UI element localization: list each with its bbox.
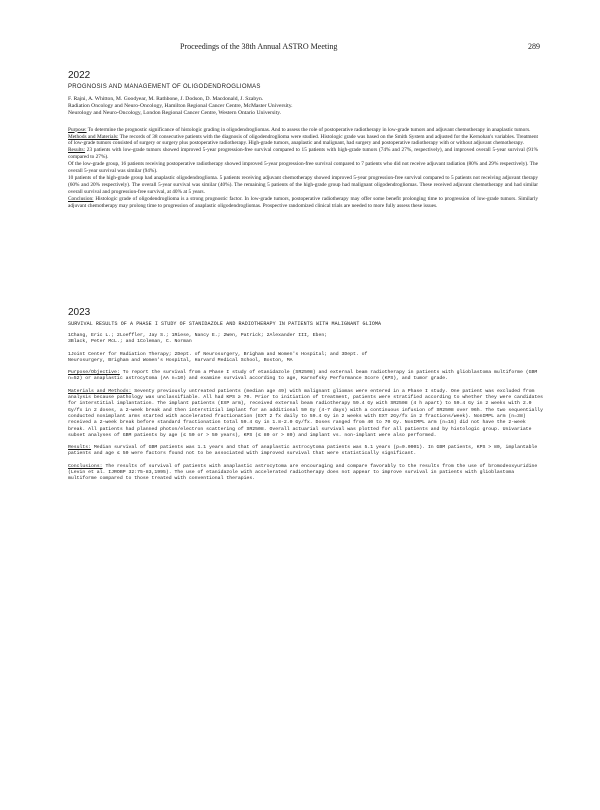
section-text: The results of survival of patients with anaplastic astrocytoma are encouraging and compare favorably to the results from the use of bromodeoxyuridine (Levin et al. IJROBP 32:75-83,1995). The use of etanidazole with accelerated radiotherapy does not appear to improve survival in patients with glioblastoma multiforme compared to those treated with conventional therapies. — [68, 463, 541, 482]
section-heading: Methods and Materials: — [68, 133, 119, 140]
section-text: Median survival of GBM patients was 1.1 years and that of anaplastic astrocytoma patients was 5.1 years (p=0.0001). In GBM patients, KPS > 80, implantable patients and age ≤ 50 were factors found not to be associated with improved survival that were statistically significant. — [68, 445, 541, 457]
authors: 3Black, Peter McL.; and 1Coleman, C. Norman — [68, 339, 192, 345]
results-section — [68, 445, 543, 458]
abstract-2022 — [68, 70, 538, 209]
abstract-title: SURVIVAL RESULTS OF A PHASE I STUDY OF STANIDAZOLE AND RADIOTHERAPY IN PATIENTS WITH MALIGNANT GLIOMA — [68, 321, 382, 327]
section-text: 23 patients with low-grade tumors showed improved 5-year progression-free survival compared to 15 patients with high-grade tumors (74% and 27%, respectively), and improved overall 5-year survival (91% compared to 27%). — [68, 147, 538, 161]
authors: 1Chang, Eric L.; 2Loeffler, Jay S.; 1Riese, Nancy E.; 2Wen, Patrick; 2Alexander III, Eben; — [68, 333, 328, 338]
methods-section — [68, 388, 546, 439]
conclusion-section — [68, 196, 538, 210]
section-text: Histologic grade of oligodendroglioma is a strong prognostic factor. In low-grade tumors, postoperative radiotherapy may offer some benefit prolonging time to progression of low-grade tumors. Similarly adjuvant chemotherapy may prolong time to progression of anaplastic oligodendrogliomas. Prospective randomized clinical trials are needed to more fully assess these issues. — [68, 195, 538, 209]
results-section — [68, 147, 538, 161]
section-heading: Conclusions: — [68, 463, 103, 469]
purpose-section — [68, 370, 543, 383]
abstract-number: 2022 — [68, 70, 91, 81]
section-text: To report the survival from a Phase I study of etanidazole (SR2508) and external beam radiotherapy in patients with glioblastoma multiforme (GBM n=52) or anaplastic astrocytoma (AA n=10) and examine survival according to age, Karnofsky Performance Score (KPS), and tumor grade. — [68, 370, 541, 382]
results-paragraph: Of the low-grade group, 16 patients receiving postoperative radiotherapy showed improved 5-year progression-free survival compared to 7 patients who did not receive adjuvant radiation (80% and 29% respectively). The overall 5-year survival was similar (94%). — [68, 161, 538, 175]
section-heading: Results: — [68, 445, 92, 451]
section-heading: Purpose/Objective: — [68, 370, 120, 376]
journal-title: Proceedings of the 38th Annual ASTRO Meeting — [180, 42, 338, 51]
purpose-section — [68, 127, 538, 134]
abstract-number: 2023 — [68, 307, 91, 318]
section-text: Seventy previously untreated patients (median age 49) with malignant gliomas were entered in a Phase I study. One patient was excluded from analysis because pathology was unclassifiable. All had KPS ≥ 70. Prior to initiation of treatment, patients were stratified according to whether they were candidates for interstitial implantation. The implant patients (EXP arm), received external beam radiotherapy 59.4 Gy with SR2508 (4 h apart) to 59.4 Gy in 2 weeks with 2.0 Gy/fx in 2 doses, a 2-week break and then interstitial implant for an additional 50 Gy (4-7 days) with a continuous infusion of SR2508 over 96h. The two sequentially conducted nonimplant arms started with accelerated fractionation (EXT 2 fx daily to 59.4 Gy in 2 weeks with EXT 2Gy/fx in 2 fractions/week). NonIMPL arm (n=38) received a 2-week break before standard fractionation total 59.4 Gy in 1.8-2.0 Gy/fx. Doses ranged from 40 to 70 Gy. NonIMPL arm (n=16) did not have the 2-week break. All patients had planned photon/electron scattering of SR2508. Overall actuarial survival was plotted for all patients and by histologic group. Univariate subset analyses of GBM patients by age (≤ 50 or > 50 years), KPS (≤ 80 or > 80) and implant vs. non-implant were also performed. — [68, 388, 546, 438]
affiliation: Neurosurgery, Brigham and Women's Hospital, Harvard Medical School, Boston, MA — [68, 357, 293, 363]
results-paragraph: 10 patients of the high-grade group had anaplastic oligodendroglioma. 5 patients receiving adjuvant chemotherapy showed improved 5-year progression-free survival compared to 5 patients not receiving adjuvant therapy (60% and 20% respectively). The overall 5-year survival was similar (40%). The remaining 5 patients of the high-grade group had malignant oligodendrogliomas. These received adjuvant chemotherapy and had similar overall survival and progression-free survival, at 40% at 5 years. — [68, 174, 538, 195]
section-text: To determine the prognostic significance of histologic grading in oligodendrogliomas. And to assess the role of postoperative radiotherapy in low-grade tumors and adjuvant chemotherapy in anaplastic tumors. — [87, 126, 531, 133]
section-heading: Purpose: — [68, 126, 87, 133]
page-number: 289 — [528, 42, 540, 51]
section-text: The records of 38 consecutive patients with the diagnosis of oligodendroglioma were studied. Histologic grade was based on the Smith System and adjusted for the Kernohan's variables. Treatment of low-grade tumors consisted of surgery or surgery plus postoperative radiotherapy. High-grade tumors, anaplastic and malignant, had surgery and postoperative radiotherapy with or without adjuvant chemotherapy. — [68, 133, 539, 147]
authors: F. Rajni, A. Whitton, M. Goodyear, M. Rathbone, J. Dodson, D. Macdonald, J. Szabyn. — [68, 96, 264, 102]
methods-section — [68, 134, 538, 148]
abstract-2023 — [68, 307, 546, 483]
section-heading: Results: — [68, 147, 86, 154]
affiliation: Radiation Oncology and Neuro-Oncology, Hamilton Regional Cancer Centre, McMaster University. — [68, 103, 293, 110]
section-heading: Materials and Methods: — [68, 388, 132, 394]
conclusion-section — [68, 464, 543, 483]
section-heading: Conclusion: — [68, 195, 94, 202]
affiliation: 1Joint Center for Radiation Therapy; 2Dept. of Neurosurgery, Brigham and Women's Hospital; and 3Dept. of — [68, 351, 368, 357]
affiliation: Neurology and Neuro-Oncology, London Regional Cancer Centre, Western Ontario University. — [68, 110, 282, 117]
abstract-title: PROGNOSIS AND MANAGEMENT OF OLIGODENDROGLIOMAS — [68, 84, 261, 90]
